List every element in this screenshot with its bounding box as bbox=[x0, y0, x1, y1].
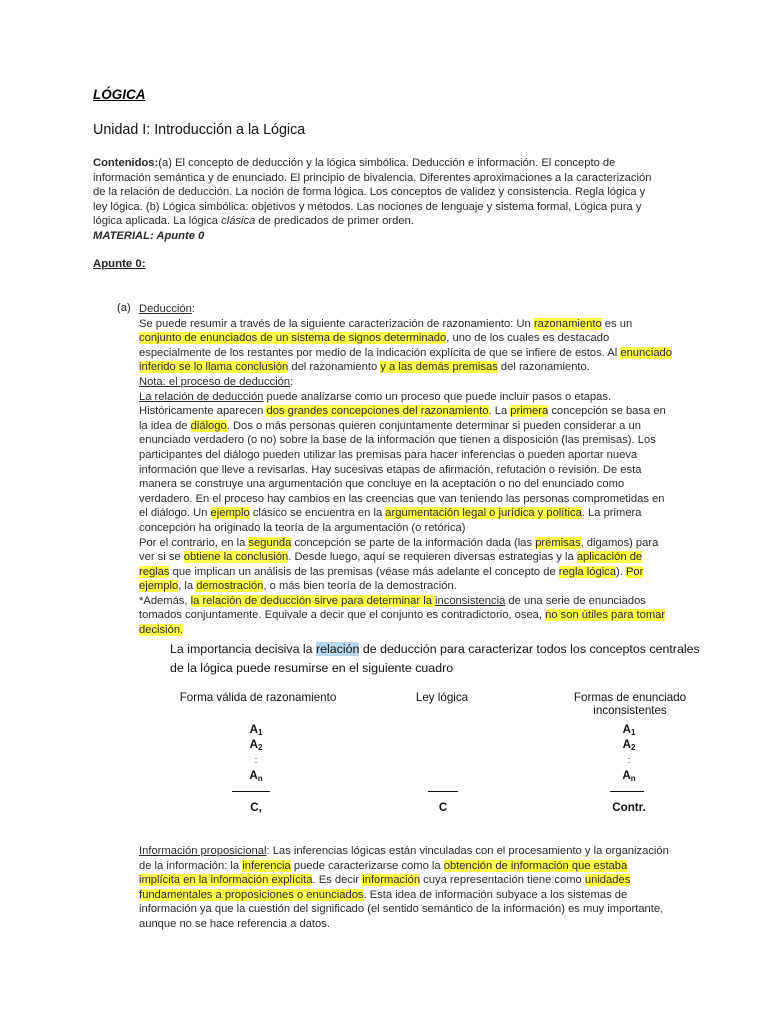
deduccion-heading: Deducción bbox=[139, 303, 192, 315]
text: . Es decir bbox=[312, 874, 363, 887]
text: , uno de los cuales es destacado especialmente de los restantes por medio de la indicación explícita de que se infiere de estos. Al bbox=[139, 332, 621, 359]
text: . La bbox=[488, 405, 511, 418]
col-header-valid-form: Forma válida de razonamiento bbox=[179, 691, 337, 704]
highlight: razonamiento bbox=[533, 317, 602, 330]
text: Se puede resumir a través de la siguiente caracterización de razonamiento: Un bbox=[139, 317, 534, 330]
conclusion-c: C, bbox=[250, 801, 262, 814]
highlight: obtiene la conclusión bbox=[183, 551, 289, 564]
text: concepción se basa en la idea de bbox=[139, 405, 666, 432]
highlight: conjunto de enunciados de un sistema de signos determinado bbox=[139, 332, 447, 345]
inconsistent-a2: $A_2$ bbox=[622, 738, 636, 752]
highlight: argumentación legal o jurídica y política bbox=[385, 507, 582, 520]
text: del razonamiento. bbox=[497, 361, 590, 374]
vertical-dots: : bbox=[627, 755, 631, 765]
text: cuya representación tiene como bbox=[420, 874, 585, 887]
highlight: regla lógica bbox=[558, 565, 616, 578]
highlight: Por ejemplo bbox=[139, 565, 644, 593]
col-header-logic-law: Ley lógica bbox=[415, 691, 469, 704]
text: *Además, bbox=[139, 594, 191, 607]
text: ). bbox=[616, 565, 626, 578]
text: de una serie de enunciados tomados conjuntamente. Equivale a decir que el conjunto es contradictorio, osea, bbox=[139, 594, 646, 622]
text: . Desde luego, aquí se requieren diversas estrategias y la bbox=[288, 551, 577, 564]
highlight: ejemplo bbox=[210, 507, 250, 520]
highlight: demostración bbox=[196, 580, 264, 593]
table-title bbox=[170, 640, 710, 678]
text: . Esta idea de información subyace a los sistemas de información ya que la cuestión del significado (el sentido semántico de la información) es muy importante, aunque no se hace referencia a datos. bbox=[139, 888, 664, 930]
highlight: diálogo bbox=[190, 419, 227, 432]
contents-italic: clásica bbox=[221, 215, 256, 228]
highlight: aplicación de reglas bbox=[139, 551, 643, 578]
apunte-heading: Apunte 0: bbox=[93, 258, 146, 270]
law-c: C bbox=[438, 801, 448, 814]
heading-colon: : bbox=[191, 303, 195, 315]
nota-heading: Nota: el proceso de deducción bbox=[139, 375, 291, 388]
section-marker: (a) bbox=[117, 302, 131, 314]
info-paragraph bbox=[139, 844, 669, 932]
text: . La primera concepción ha originado la teoría de la argumentación (o retórica) bbox=[139, 507, 642, 534]
law-line bbox=[428, 791, 458, 792]
vertical-dots: : bbox=[254, 755, 258, 765]
section-deduccion bbox=[139, 302, 674, 638]
highlight: unidades fundamentales a proposiciones o enunciados bbox=[139, 874, 631, 901]
highlight: dos grandes concepciones del razonamiento bbox=[266, 405, 489, 418]
contents-text: (a) El concepto de deducción y la lógica simbólica. Deducción e información. El concepto de información semántica y de enunciado. El principio de bivalencia. Diferentes aproximaciones a la caracterización de la relación de deducción. La noción de forma lógica. Los conceptos de validez y consistencia. Regla lógica y ley lógica. (b) Lógica simbólica: objetivos y métodos. Las nociones de lenguaje y sistema formal, Lógica pura y lógica aplicada. La lógica bbox=[93, 157, 652, 228]
highlight: la relación de deducción sirve para determinar la bbox=[190, 594, 436, 607]
text: , la bbox=[178, 580, 197, 593]
contradiction: Contr. bbox=[612, 801, 646, 814]
table-title-text-end: de deducción para caracterizar todos los conceptos centrales de la lógica puede resumirse en el siguiente cuadro bbox=[170, 642, 700, 675]
premise-an: $A_n$ bbox=[249, 769, 263, 783]
inference-line bbox=[232, 791, 270, 792]
document-title: LÓGICA bbox=[93, 87, 146, 102]
text: clásico se encuentra en la bbox=[249, 507, 386, 520]
contents-label: Contenidos: bbox=[93, 157, 159, 169]
text: puede analizarse como un proceso que puede incluir pasos o etapas. Históricamente aparecen bbox=[139, 390, 612, 418]
text: es un bbox=[601, 317, 633, 330]
material-label: MATERIAL: Apunte 0 bbox=[93, 229, 205, 242]
info-heading: Información proposicional bbox=[139, 845, 267, 857]
premise-a1: $A_1$ bbox=[249, 723, 263, 737]
col3-line2: inconsistentes bbox=[593, 704, 667, 717]
unit-heading: Unidad I: Introducción a la Lógica bbox=[93, 122, 306, 138]
inconsistent-a1: $A_1$ bbox=[622, 723, 636, 737]
text: , o más bien teoría de la demostración. bbox=[263, 580, 457, 593]
relacion-deduccion: La relación de deducción bbox=[139, 390, 264, 403]
text: que implican un análisis de las premisas (véase más adelante el concepto de bbox=[169, 565, 559, 578]
highlight: inferencia bbox=[242, 859, 291, 872]
highlight: enunciado inferido se lo llama conclusión bbox=[139, 346, 672, 374]
nota-colon: : bbox=[290, 375, 294, 388]
text: : Las inferencias lógicas están vinculadas con el procesamiento y la organización de la información: la bbox=[139, 845, 669, 872]
contradiction-line bbox=[610, 791, 644, 792]
premise-a2: $A_2$ bbox=[249, 738, 263, 752]
text: , digamos) para ver si se bbox=[139, 536, 659, 564]
highlight: primera bbox=[510, 405, 549, 418]
table-title-text: La importancia decisiva la bbox=[170, 642, 317, 656]
highlight: y a las demás premisas bbox=[380, 361, 498, 374]
inconsistent-an: $A_n$ bbox=[622, 769, 636, 783]
contents-paragraph bbox=[93, 156, 653, 244]
contents-text-end: de predicados de primer orden. bbox=[255, 215, 414, 228]
highlight: premisas bbox=[535, 536, 581, 549]
highlight: información bbox=[362, 874, 421, 887]
highlight: no son útiles para tomar decisión. bbox=[139, 609, 666, 637]
text: concepción se parte de la información dada (las bbox=[291, 536, 536, 549]
col-header-inconsistent bbox=[555, 691, 705, 717]
text: puede caracterizarse como la bbox=[290, 859, 444, 872]
highlight: segunda bbox=[248, 536, 292, 549]
text: . Dos o más personas quieren conjuntamente determinar si pueden considerar a un enunciado verdadero (o no) sobre la base de la información que tienen a disposición (las premisas). Los participantes del diálogo pueden utilizar las premisas para hacer inferencias o pueden aportar nueva información que lleve a revisarlas. Hay sucesivas etapas de afirmación, refutación o revisión. De esta manera se construye una argumentación que concluye en la aceptación o no del enunciado como verdadero. En el proceso hay cambios en las creencias que van teniendo las personas comprometidas en el diálogo. Un bbox=[139, 419, 665, 520]
text: del razonamiento bbox=[288, 361, 381, 374]
text: Por el contrario, en la bbox=[139, 536, 249, 549]
col3-line1: Formas de enunciado bbox=[573, 691, 687, 704]
inconsistencia: inconsistencia bbox=[435, 594, 506, 607]
table-title-highlight: relación bbox=[316, 642, 360, 656]
highlight: obtención de información que estaba implícita en la información explícita bbox=[139, 859, 628, 887]
